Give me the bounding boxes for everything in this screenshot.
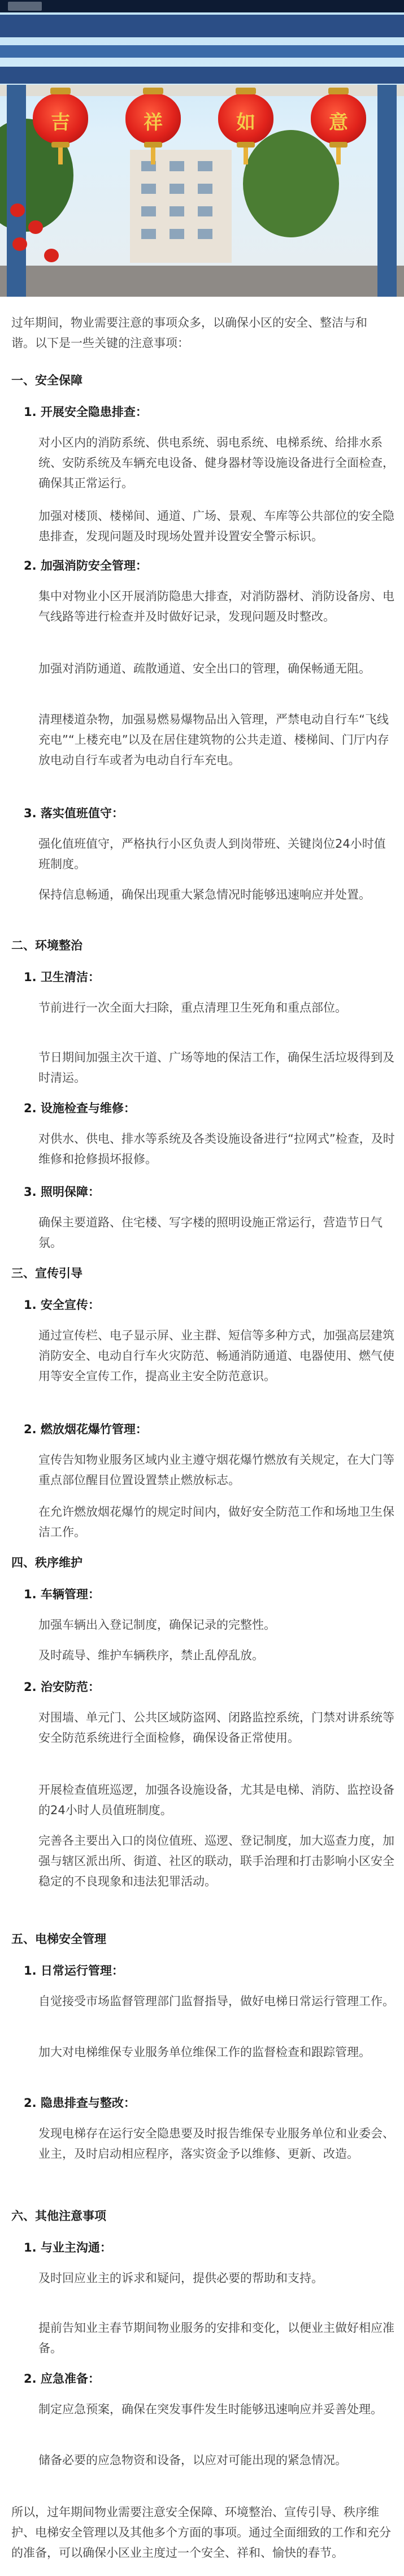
paragraph: 对小区内的消防系统、供电系统、弱电系统、电梯系统、给排水系统、安防系统及车辆充电设备、健身器材等设施设备进行全面检查，确保其正常运行。	[38, 436, 394, 490]
gate-pillar-right	[377, 85, 397, 297]
paragraph: 通过宣传栏、电子显示屏、业主群、短信等多种方式，加强高层建筑消防安全、电动自行车火灾防范、畅通消防通道、电器使用、燃气使用等安全宣传工作，提高业主安全防范意识。	[38, 1329, 394, 1383]
lantern-glyph: 意	[329, 111, 348, 134]
sub-heading: 2. 设施检查与维修：	[24, 1101, 136, 1115]
paragraph: 加强车辆出入登记制度，确保记录的完整性。	[38, 1618, 276, 1632]
top-bar	[0, 0, 404, 12]
paragraph: 确保主要道路、住宅楼、写字楼的照明设施正常运行，营造节日气氛。	[38, 1216, 383, 1250]
closing-paragraph: 所以，过年期间物业需要注意安全保障、环境整治、宣传引导、秩序维护、电梯安全管理以及其他多个方面的事项。通过全面细致的工作和充分的准备，可以确保小区业主度过一个安全、祥和、愉快的春节。	[11, 2505, 391, 2560]
paragraph: 对围墙、单元门、公共区域防盗网、闭路监控系统，门禁对讲系统等安全防范系统进行全面检修，确保设备正常使用。	[38, 1711, 394, 1745]
paragraph: 集中对物业小区开展消防隐患大排查，对消防器材、消防设备房、电气线路等进行检查并及时做好记录，发现问题及时整改。	[38, 589, 394, 623]
paragraph: 制定应急预案，确保在突发事件发生时能够迅速响应并妥善处理。	[38, 2402, 383, 2416]
sub-heading: 1. 与业主沟通：	[24, 2241, 112, 2254]
top-bar-tag	[8, 2, 42, 11]
sub-heading: 2. 隐患排查与整改：	[24, 2096, 136, 2110]
intro-paragraph: 过年期间，物业需要注意的事项众多，以确保小区的安全、整洁与和谐。以下是一些关键的注意事项：	[11, 316, 367, 350]
sub-heading: 3. 落实值班值守：	[24, 806, 124, 820]
paragraph: 加强对楼顶、楼梯间、通道、广场、景观、车库等公共部位的安全隐患排查，发现问题及时现场处置并设置安全警示标识。	[38, 509, 394, 543]
paragraph: 开展检查值班巡逻，加强各设施设备，尤其是电梯、消防、监控设备的24小时人员值班制度。	[38, 1783, 394, 1817]
sub-heading: 1. 安全宣传：	[24, 1298, 100, 1312]
paragraph: 节日期间加强主次干道、广场等地的保洁工作，确保生活垃圾得到及时清运。	[38, 1051, 394, 1085]
paragraph: 自觉接受市场监督管理部门监督指导，做好电梯日常运行管理工作。	[38, 1994, 394, 2008]
gate-beam-bottom	[0, 67, 404, 84]
small-lantern	[12, 237, 27, 251]
paragraph: 节前进行一次全面大扫除，重点清理卫生死角和重点部位。	[38, 1001, 347, 1014]
paragraph: 保持信息畅通，确保出现重大紧急情况时能够迅速响应并处置。	[38, 888, 371, 901]
section-heading: 二、环境整治	[11, 939, 82, 952]
lantern-4	[311, 93, 366, 144]
paragraph: 储备必要的应急物资和设备，以应对可能出现的紧急情况。	[38, 2453, 347, 2467]
lantern-glyph: 如	[236, 111, 255, 134]
sub-heading: 2. 燃放烟花爆竹管理：	[24, 1423, 147, 1436]
small-lantern	[28, 220, 43, 234]
section-heading: 五、电梯安全管理	[11, 1932, 106, 1946]
section-heading: 一、安全保障	[11, 374, 82, 387]
hero-photo	[0, 0, 404, 297]
paragraph: 完善各主要出入口的岗位值班、巡逻、登记制度，加大巡查力度，加强与辖区派出所、街道、社区的联动，联手治理和打击影响小区安全稳定的不良现象和违法犯罪活动。	[38, 1834, 394, 1888]
paragraph: 及时疏导、维护车辆秩序，禁止乱停乱放。	[38, 1649, 264, 1662]
sub-heading: 1. 卫生清洁：	[24, 970, 100, 984]
sub-heading: 3. 照明保障：	[24, 1185, 100, 1199]
lantern-1	[33, 93, 88, 144]
paragraph: 加强对消防通道、疏散通道、安全出口的管理，确保畅通无阻。	[38, 662, 371, 675]
lantern-2	[125, 93, 181, 144]
paragraph: 在允许燃放烟花爆竹的规定时间内，做好安全防范工作和场地卫生保洁工作。	[38, 1505, 394, 1539]
ground	[0, 266, 404, 297]
small-lantern	[10, 203, 25, 217]
sub-heading: 2. 应急准备：	[24, 2372, 100, 2386]
sub-heading: 2. 加强消防安全管理：	[24, 559, 147, 573]
paragraph: 及时回应业主的诉求和疑问，提供必要的帮助和支持。	[38, 2271, 323, 2285]
section-heading: 六、其他注意事项	[11, 2209, 106, 2223]
gate-beam-top	[0, 15, 404, 37]
paragraph: 清理楼道杂物，加强易燃易爆物品出入管理，严禁电动自行车“飞线充电”“上楼充电”以及在居住建筑物的公共走道、楼梯间、门厅内存放电动自行车或者为电动自行车充电。	[38, 713, 389, 767]
lantern-3	[218, 93, 273, 144]
small-lantern	[44, 249, 59, 262]
paragraph: 发现电梯存在运行安全隐患要及时报告维保专业服务单位和业委会、业主，及时启动相应程序，落实资金予以维修、更新、改造。	[38, 2127, 394, 2161]
tree-right	[243, 130, 339, 237]
residential-building	[130, 150, 232, 263]
sub-heading: 1. 车辆管理：	[24, 1588, 100, 1601]
gate-beam-middle	[0, 45, 404, 58]
lantern-glyph: 祥	[144, 111, 163, 134]
sub-heading: 1. 开展安全隐患排查：	[24, 405, 147, 419]
sub-heading: 2. 治安防范：	[24, 1680, 100, 1694]
section-heading: 四、秩序维护	[11, 1556, 82, 1569]
paragraph: 加大对电梯维保专业服务单位维保工作的监督检查和跟踪管理。	[38, 2045, 371, 2059]
paragraph: 宣传告知物业服务区域内业主遵守烟花爆竹燃放有关规定，在大门等重点部位醒目位置设置禁止燃放标志。	[38, 1453, 394, 1487]
paragraph: 对供水、供电、排水等系统及各类设施设备进行“拉网式”检查，及时维修和抢修损坏报修。	[38, 1132, 395, 1166]
gate-pillar-left	[7, 85, 26, 297]
paragraph: 强化值班值守，严格执行小区负责人到岗带班、关键岗位24小时值班制度。	[38, 837, 386, 871]
section-heading: 三、宣传引导	[11, 1267, 82, 1280]
sub-heading: 1. 日常运行管理：	[24, 1964, 124, 1977]
lantern-glyph: 吉	[51, 111, 70, 134]
paragraph: 提前告知业主春节期间物业服务的安排和变化，以便业主做好相应准备。	[38, 2321, 394, 2355]
